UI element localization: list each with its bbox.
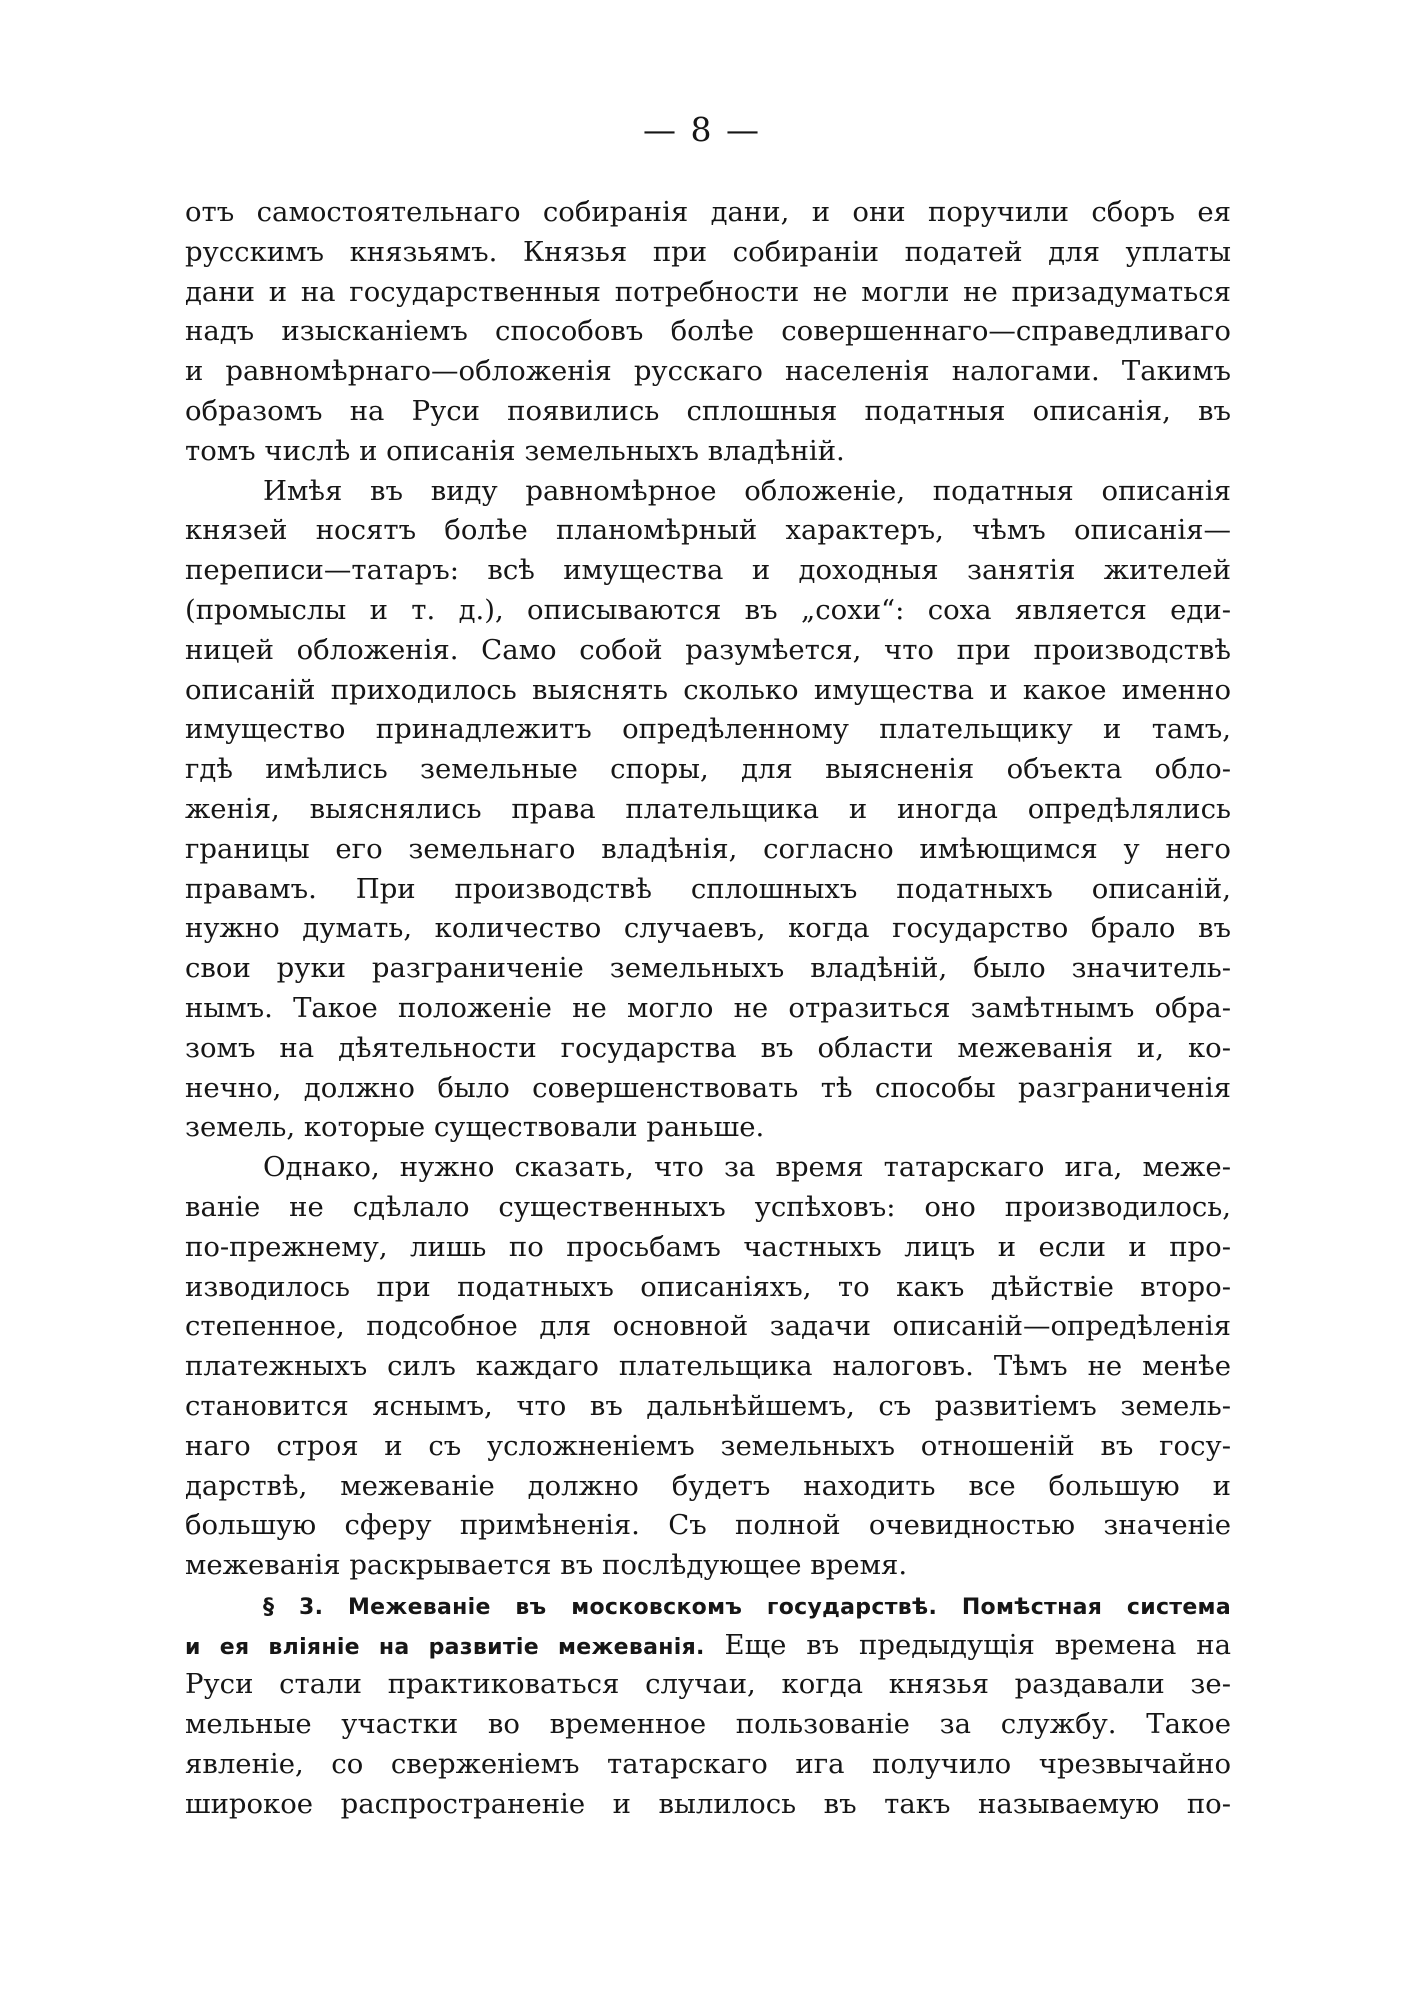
- text-line: женія, выяснялись права плательщика и иногда опредѣлялись: [185, 792, 1231, 825]
- text-line: земель, которые существовали раньше.: [185, 1111, 765, 1144]
- text-line: платежныхъ силъ каждаго плательщика налоговъ. Тѣмъ не менѣе: [185, 1350, 1231, 1383]
- text-line: широкое распространеніе и вылилось въ такъ называемую по-: [185, 1787, 1231, 1820]
- text-line: образомъ на Руси появились сплошныя податныя описанія, въ: [185, 394, 1231, 427]
- text-line: князей носятъ болѣе планомѣрный характеръ, чѣмъ описанія—: [185, 514, 1231, 547]
- text-line: нечно, должно было совершенствовать тѣ способы разграниченія: [185, 1071, 1231, 1104]
- section-heading-line-1: § 3. Межеваніе въ московскомъ государствѣ. Помѣстная система: [263, 1594, 1231, 1620]
- text-line: границы его земельнаго владѣнія, согласно имѣющимся у него: [185, 832, 1231, 865]
- paragraph-3: [185, 1148, 1231, 1586]
- text-line: зомъ на дѣятельности государства въ области межеванія и, ко-: [185, 1031, 1231, 1064]
- text-line: отъ самостоятельнаго собиранія дани, и они поручили сборъ ея: [185, 196, 1231, 228]
- text-line: нымъ. Такое положеніе не могло не отразиться замѣтнымъ обра-: [185, 991, 1231, 1024]
- text-line: дарствѣ, межеваніе должно будетъ находить все большую и: [185, 1469, 1231, 1502]
- text-line: по-прежнему, лишь по просьбамъ частныхъ лицъ и если и про-: [185, 1230, 1231, 1263]
- text-line: нужно думать, количество случаевъ, когда государство брало въ: [185, 912, 1231, 945]
- section-text-start: Еще въ предыдущія времена на: [704, 1628, 1231, 1661]
- text-line: межеванія раскрывается въ послѣдующее время.: [185, 1549, 908, 1582]
- text-line: Имѣя въ виду равномѣрное обложеніе, податныя описанія: [263, 474, 1231, 507]
- text-line: описаній приходилось выяснять сколько имущества и какое именно: [185, 673, 1231, 706]
- text-line: изводилось при податныхъ описаніяхъ, то какъ дѣйствіе второ-: [185, 1270, 1231, 1303]
- text-line: Руси стали практиковаться случаи, когда князья раздавали зе-: [185, 1668, 1231, 1701]
- text-line: становится яснымъ, что въ дальнѣйшемъ, съ развитіемъ земель-: [185, 1389, 1231, 1422]
- text-line: Однако, нужно сказать, что за время татарскаго ига, меже-: [263, 1151, 1231, 1184]
- text-line: (промыслы и т. д.), описываются въ „сохи“: соха является еди-: [185, 593, 1231, 626]
- text-line: наго строя и съ усложненіемъ земельныхъ отношеній въ госу-: [185, 1429, 1231, 1462]
- text-line: степенное, подсобное для основной задачи описаній—опредѣленія: [185, 1310, 1231, 1343]
- text-line: мельные участки во временное пользованіе за службу. Такое: [185, 1708, 1231, 1741]
- section-3: [185, 1586, 1231, 1825]
- paragraph-2: [185, 472, 1231, 1149]
- text-line: надъ изысканіемъ способовъ болѣе совершеннаго—справедливаго: [185, 315, 1231, 348]
- paragraph-1: [185, 193, 1231, 472]
- text-line: явленіе, со сверженіемъ татарскаго ига получило чрезвычайно: [185, 1748, 1231, 1781]
- text-line: свои руки разграниченіе земельныхъ владѣній, было значитель-: [185, 952, 1231, 985]
- text-line: томъ числѣ и описанія земельныхъ владѣній.: [185, 434, 845, 467]
- text-line: большую сферу примѣненія. Съ полной очевидностью значеніе: [185, 1509, 1231, 1542]
- text-line: имущество принадлежитъ опредѣленному плательщику и тамъ,: [185, 713, 1231, 746]
- page-number: — 8 —: [643, 110, 761, 149]
- text-line: [185, 1626, 1231, 1666]
- text-line: переписи—татаръ: всѣ имущества и доходныя занятія жителей: [185, 554, 1231, 587]
- text-line: ваніе не сдѣлало существенныхъ успѣховъ: оно производилось,: [185, 1190, 1231, 1223]
- text-line: дани и на государственныя потребности не могли не призадуматься: [185, 275, 1231, 308]
- body-text: [185, 193, 1231, 1825]
- text-line: ницей обложенія. Само собой разумѣется, что при производствѣ: [185, 633, 1231, 666]
- text-line: гдѣ имѣлись земельные споры, для выясненія объекта обло-: [185, 753, 1231, 786]
- section-heading-line-2: и ея вліяніе на развитіе межеванія.: [185, 1634, 705, 1660]
- text-line: и равномѣрнаго—обложенія русскаго населенія налогами. Такимъ: [185, 355, 1231, 388]
- section-heading: [185, 1586, 1231, 1626]
- text-line: правамъ. При производствѣ сплошныхъ податныхъ описаній,: [185, 872, 1231, 905]
- text-line: русскимъ князьямъ. Князья при собираніи податей для уплаты: [185, 235, 1231, 268]
